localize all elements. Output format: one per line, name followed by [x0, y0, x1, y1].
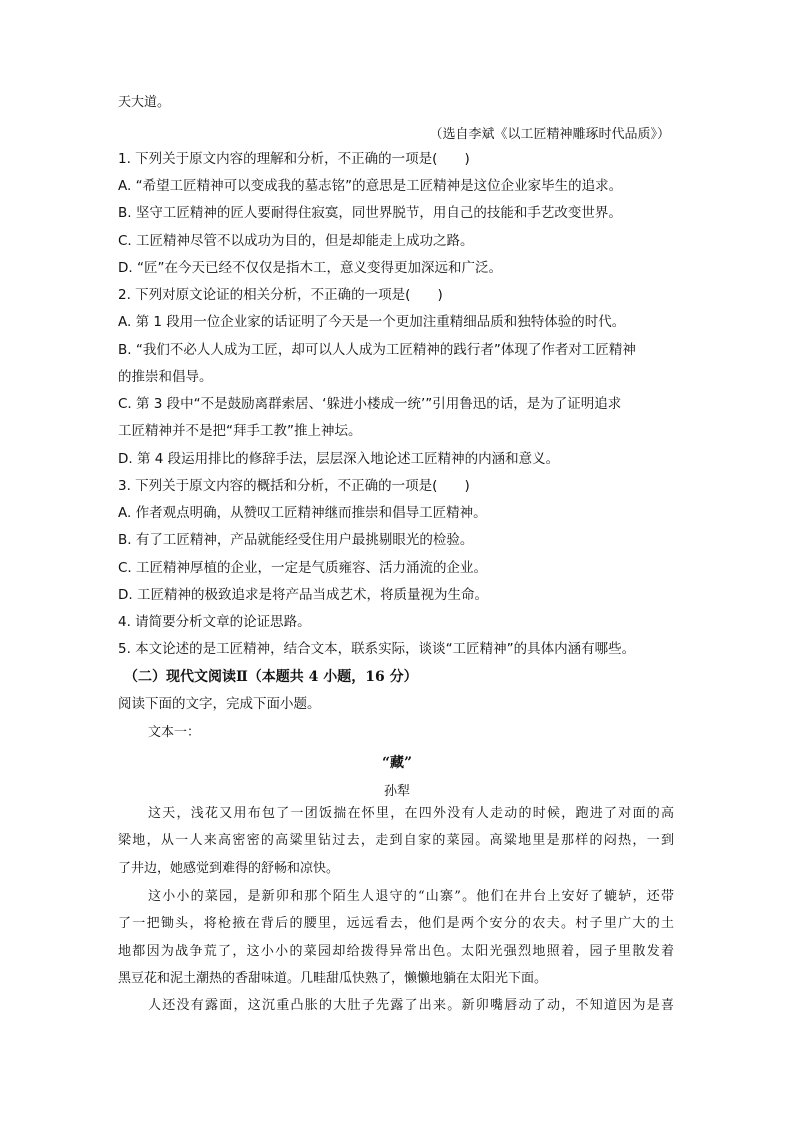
story-title: “藏”	[381, 755, 413, 771]
question-4: 4. 请简要分析文章的论证思路。	[118, 614, 311, 630]
option-2d: D. 第 4 段运用排比的修辞手法，层层深入地论述工匠精神的内涵和意义。	[118, 451, 560, 467]
text-label: 文本一：	[148, 725, 201, 740]
option-3c: C. 工匠精神厚植的企业，一定是气质雍容、活力涌流的企业。	[118, 560, 488, 576]
paragraph-line: 了井边，她感觉到难得的舒畅和凉快。	[118, 860, 340, 876]
paragraph-line: 这天，浅花又用布包了一团饭揣在怀里，在四外没有人走动的时候，跑进了对面的高	[148, 806, 674, 821]
option-1b: B. 坚守工匠精神的匠人要耐得住寂寞，同世界脱节，用自己的技能和手艺改变世界。	[118, 205, 622, 221]
option-2b: B. “我们不必人人成为工匠，却可以人人成为工匠精神的践行者”体现了作者对工匠精神	[118, 342, 636, 358]
paragraph-line: 地都因为战争荒了，这小小的菜园却给拨得异常出色。太阳光强烈地照着，园子里散发着	[118, 943, 674, 959]
source-citation: （选自李斌《以工匠精神雕琢时代品质》）	[429, 127, 670, 142]
paragraph-line: 梁地，从一人来高密密的高粱里钻过去，走到自家的菜园。高粱地里是那样的闷热，一到	[118, 833, 674, 849]
section-heading: （二）现代文阅读Ⅱ（本题共 4 小题，16 分）	[124, 669, 418, 685]
reading-instruction: 阅读下面的文字，完成下面小题。	[118, 696, 321, 712]
paragraph-line: 这小小的菜园，是新卯和那个陌生人退守的“山寨”。他们在井台上安好了辘轳，还带	[148, 889, 674, 904]
story-author: 孙犁	[383, 784, 410, 799]
option-3d: D. 工匠精神的极致追求是将产品当成艺术，将质量视为生命。	[118, 587, 488, 603]
paragraph-line: 了一把锄头，将枪掖在背后的腰里，远远看去，他们是两个安分的农夫。村子里广大的土	[118, 916, 674, 932]
option-3b: B. 有了工匠精神，产品就能经受住用户最挑剔眼光的检验。	[118, 532, 474, 548]
story-paragraph-2	[118, 883, 674, 992]
paragraph-line: 人还没有露面，这沉重凸胀的大肚子先露了出来。新卯嘴唇动了动，不知道因为是喜	[148, 998, 674, 1013]
question-1: 1. 下列关于原文内容的理解和分析，不正确的一项是( )	[118, 151, 470, 167]
question-3: 3. 下列关于原文内容的概括和分析，不正确的一项是( )	[118, 478, 470, 494]
question-2: 2. 下列对原文论证的相关分析，不正确的一项是( )	[118, 287, 443, 303]
option-2c: C. 第 3 段中“不是鼓励离群索居、‘躲进小楼成一统’”引用鲁迅的话，是为了证明追求	[118, 396, 622, 412]
option-1d: D. “匠”在今天已经不仅仅是指木工，意义变得更加深远和广泛。	[118, 260, 502, 276]
paragraph-line: 黑豆花和泥土潮热的香甜味道。几畦甜瓜快熟了，懒懒地躺在太阳光下面。	[118, 970, 548, 986]
option-2b-cont: 的推崇和倡导。	[118, 369, 213, 385]
option-2a: A. 第 1 段用一位企业家的话证明了今天是一个更加注重精细品质和独特体验的时代。	[118, 314, 626, 330]
option-3a: A. 作者观点明确，从赞叹工匠精神继而推崇和倡导工匠精神。	[118, 505, 487, 521]
story-paragraph-1	[118, 800, 674, 882]
option-1a: A. “希望工匠精神可以变成我的墓志铭”的意思是工匠精神是这位企业家毕生的追求。	[118, 178, 623, 194]
text-line: 天大道。	[118, 95, 171, 110]
story-paragraph-3	[118, 992, 674, 1019]
question-5: 5. 本文论述的是工匠精神，结合文本，联系实际，谈谈“工匠精神”的具体内涵有哪些。	[118, 641, 636, 657]
option-1c: C. 工匠精神尽管不以成功为目的，但是却能走上成功之路。	[118, 233, 474, 249]
option-2c-cont: 工匠精神并不是把“拜手工教”推上神坛。	[118, 423, 362, 439]
